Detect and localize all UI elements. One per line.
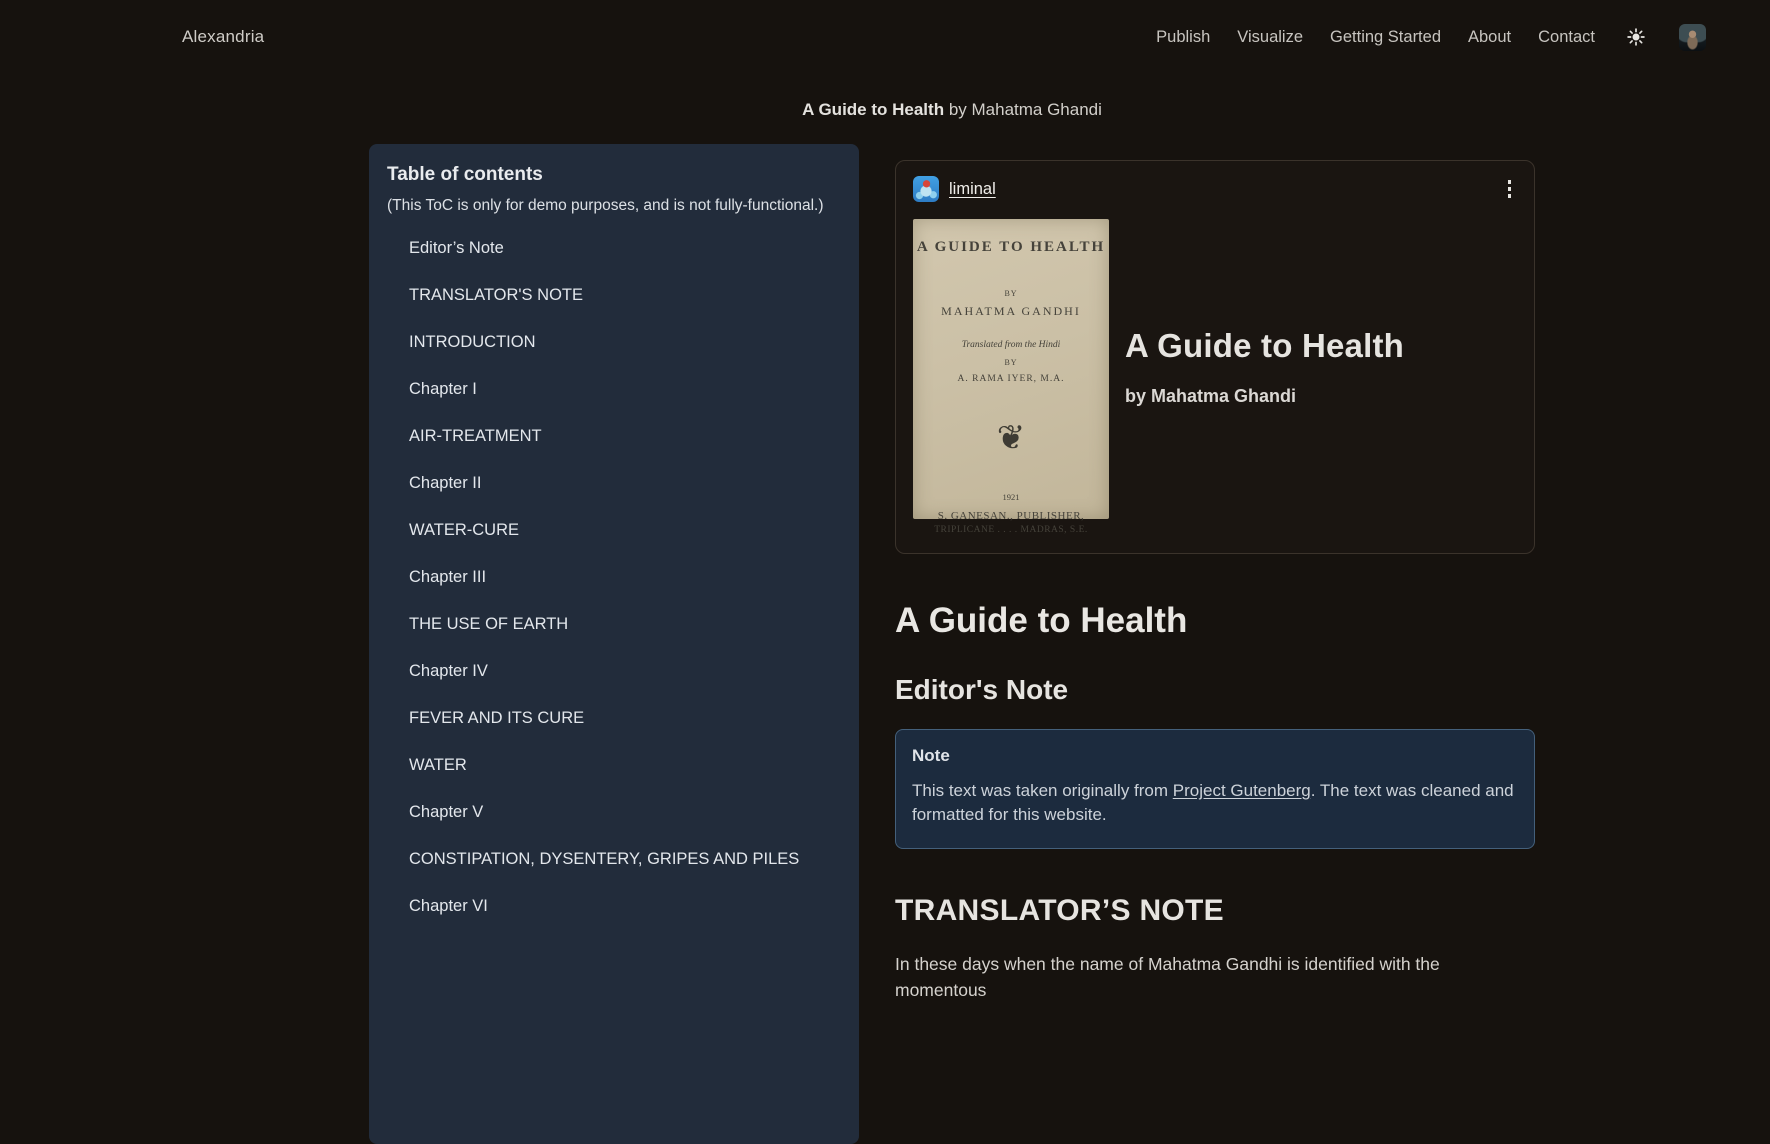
nav-link[interactable]: Contact (1538, 27, 1595, 46)
page-title-author: by Mahatma Ghandi (944, 100, 1102, 119)
toc-item[interactable]: Chapter II (409, 474, 482, 492)
translators-note-heading: TRANSLATOR’S NOTE (895, 893, 1224, 927)
toc-item[interactable]: Chapter I (409, 380, 477, 398)
toc-item[interactable]: CONSTIPATION, DYSENTERY, GRIPES AND PILES (409, 850, 800, 868)
toc-item[interactable]: THE USE OF EARTH (409, 615, 569, 633)
toc-item[interactable]: FEVER AND ITS CURE (409, 709, 585, 727)
toc-item[interactable]: Chapter IV (409, 662, 488, 680)
toc-title: Table of contents (387, 164, 543, 185)
cover-title: A GUIDE TO HEALTH (916, 239, 1106, 255)
article-title: A Guide to Health (895, 601, 1188, 640)
note-label: Note (912, 746, 950, 765)
toc-item[interactable]: WATER (409, 756, 467, 774)
user-avatar[interactable] (1679, 24, 1706, 51)
book-byline: by Mahatma Ghandi (1125, 386, 1297, 406)
project-gutenberg-link[interactable]: Project Gutenberg (1172, 781, 1311, 800)
note-text: This text was taken originally from Project Gutenberg. The text was cleaned and formatted for this website. (912, 781, 1514, 825)
content-layout (369, 144, 1535, 1144)
toc-item[interactable]: INTRODUCTION (409, 333, 536, 351)
toc-item[interactable]: Chapter VI (409, 897, 488, 915)
book-card-titles (1125, 219, 1404, 519)
cover-translated-line: Translated from the Hindi (961, 340, 1061, 350)
book-card (895, 160, 1535, 554)
table-of-contents (369, 144, 859, 1144)
kebab-menu-icon[interactable] (1502, 176, 1518, 202)
nav-link[interactable]: Getting Started (1330, 27, 1441, 46)
page-title-book: A Guide to Health (802, 100, 945, 119)
nav-link[interactable]: Publish (1156, 27, 1211, 46)
site-logo[interactable]: Alexandria (182, 27, 265, 46)
publisher-ornament-icon: ❦ (996, 420, 1026, 457)
book-cover-image (913, 219, 1109, 535)
editors-note-heading: Editor's Note (895, 674, 1069, 705)
cover-by-label: BY (1004, 289, 1018, 298)
article-paragraph: In these days when the name of Mahatma Gandhi is identified with the momentous (895, 953, 1440, 1001)
cover-translator: A. RAMA IYER, M.A. (957, 374, 1065, 384)
sun-icon (1626, 27, 1646, 47)
toc-item[interactable]: Chapter III (409, 568, 487, 586)
navbar-right (1156, 24, 1706, 51)
cover-year: 1921 (1002, 492, 1020, 502)
note-callout (895, 729, 1535, 849)
toc-list (387, 225, 841, 930)
cover-author: MAHATMA GANDHI (941, 304, 1081, 318)
page-title (369, 100, 1535, 120)
toc-item[interactable]: Editor’s Note (409, 239, 504, 257)
book-card-body (913, 219, 1517, 535)
publisher-avatar-icon (913, 176, 939, 202)
toc-item[interactable]: TRANSLATOR'S NOTE (409, 286, 583, 304)
nav-link[interactable]: Visualize (1237, 27, 1304, 46)
cover-publisher: S. GANESAN., PUBLISHER, (937, 510, 1085, 522)
nav-link[interactable]: About (1468, 27, 1512, 46)
cover-address: TRIPLICANE . . . . MADRAS, S.E. (934, 525, 1088, 535)
main-content (895, 144, 1535, 1003)
toc-item[interactable]: Chapter V (409, 803, 484, 821)
publisher-link[interactable]: liminal (949, 179, 996, 198)
toc-disclaimer: (This ToC is only for demo purposes, and is not fully-functional.) (387, 197, 824, 214)
cover-by-label-2: BY (1004, 358, 1018, 367)
toc-item[interactable]: AIR-TREATMENT (409, 427, 542, 445)
theme-toggle-button[interactable] (1626, 27, 1646, 47)
nav-links (1156, 28, 1595, 47)
book-title: A Guide to Health (1125, 327, 1405, 364)
navbar (0, 0, 1770, 74)
toc-item[interactable]: WATER-CURE (409, 521, 519, 539)
book-card-header (913, 176, 1517, 202)
